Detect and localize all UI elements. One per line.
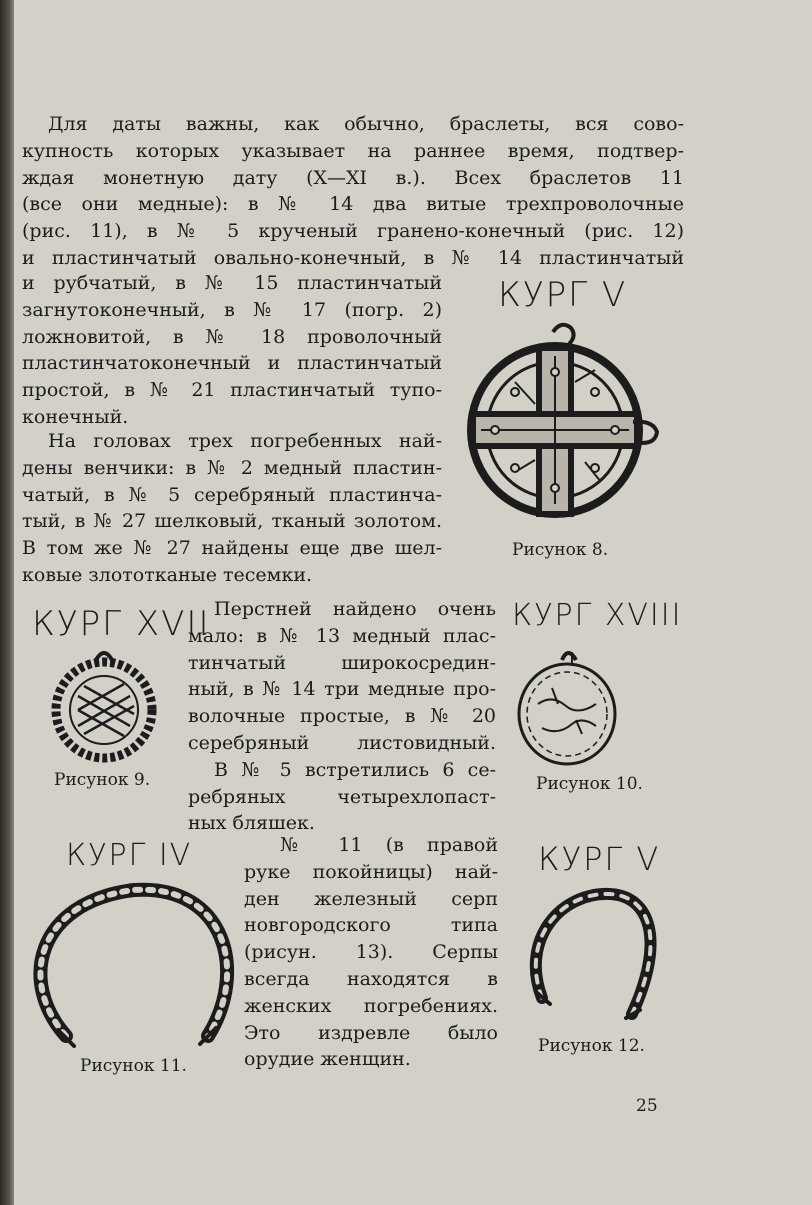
figure-11-label: КУРГ IV [66, 838, 193, 873]
text-line: руке покойницы) най- [244, 860, 498, 883]
text-line: тый, в № 27 шелковый, тканый золотом. [22, 510, 442, 533]
text-line: (все они медные): в № 14 два витые трехпроволочные [22, 193, 684, 216]
paragraph-bracelets [22, 111, 684, 272]
book-spine-shadow [0, 0, 14, 1205]
text-line: Это издревле было [244, 1021, 498, 1044]
figure-11-caption: Рисунок 11. [80, 1056, 187, 1076]
paragraph-sickle [244, 832, 498, 1073]
figure-8-caption: Рисунок 8. [512, 540, 609, 560]
text-line: Перстней найдено очень [214, 598, 496, 620]
text-line: № 11 (в правой [280, 834, 498, 856]
figure-10-caption: Рисунок 10. [536, 774, 643, 794]
text-line: волочные простые, в № 20 [188, 705, 496, 728]
figure-11-twisted-bracelet-drawing [26, 872, 242, 1050]
text-line: простой, в № 21 пластинчатый тупо- [22, 379, 442, 402]
figure-12-label: КУРГ V [538, 840, 661, 878]
text-line: загнутоконечный, в № 17 (погр. 2) [22, 298, 442, 321]
text-line: ных бляшек. [188, 812, 315, 835]
text-line: ждая монетную дату (X—XI в.). Всех браслетов 11 [22, 166, 684, 189]
text-line: женских погребениях. [244, 994, 498, 1017]
text-line: и пластинчатый овально-конечный, в № 14 пластинчатый [22, 246, 684, 269]
figure-9-label: КУРГ XVII [32, 604, 211, 644]
paragraph-headbands [22, 428, 442, 589]
text-line: ный, в № 14 три медные про- [188, 678, 496, 701]
text-line: На головах трех погребенных най- [48, 430, 442, 452]
text-line: орудие женщин. [244, 1048, 411, 1071]
figure-9-caption: Рисунок 9. [54, 770, 151, 790]
text-line: купность которых указывает на раннее время, подтвер- [22, 139, 684, 162]
figure-8-label: КУРГ V [498, 275, 628, 315]
text-line: В том же № 27 найдены еще две шел- [22, 537, 442, 560]
text-line: (рисун. 13). Серпы [244, 941, 498, 964]
figure-12-caption: Рисунок 12. [538, 1036, 645, 1056]
text-line: дены венчики: в № 2 медный пластин- [22, 456, 442, 479]
text-line: ложновитой, в № 18 проволочный [22, 325, 442, 348]
text-line: ковые злототканые тесемки. [22, 563, 313, 586]
text-line: (рис. 11), в № 5 крученый гранено-конечный (рис. 12) [22, 220, 684, 243]
figure-10-round-plaque-drawing [512, 644, 624, 766]
text-line: мало: в № 13 медный плас- [188, 624, 496, 647]
text-line: и рубчатый, в № 15 пластинчатый [22, 272, 442, 294]
text-line: всегда находятся в [244, 967, 498, 990]
figure-9-woven-pendant-drawing [48, 646, 160, 766]
figure-10-label: КУРГ XVIII [512, 598, 683, 633]
paragraph-rings [188, 596, 496, 837]
paragraph-bracelets-continued [22, 270, 442, 431]
page-number: 25 [636, 1096, 658, 1116]
text-line: конечный. [22, 405, 129, 428]
text-line: В № 5 встретились 6 се- [214, 758, 496, 781]
text-line: Для даты важны, как обычно, браслеты, вся сово- [48, 113, 684, 135]
text-line: чатый, в № 5 серебряный пластинча- [22, 483, 442, 506]
text-line: ден железный серп [244, 887, 498, 910]
text-line: новгородского типа [244, 914, 498, 937]
text-line: ребряных четырехлопаст- [188, 785, 496, 808]
figure-12-faceted-bracelet-drawing [520, 880, 670, 1030]
text-line: пластинчатоконечный и пластинчатый [22, 352, 442, 375]
text-line: серебряный листовидный. [188, 731, 496, 754]
text-line: тинчатый широкосредин- [188, 651, 496, 674]
figure-8-cross-pendant-drawing [455, 312, 670, 537]
